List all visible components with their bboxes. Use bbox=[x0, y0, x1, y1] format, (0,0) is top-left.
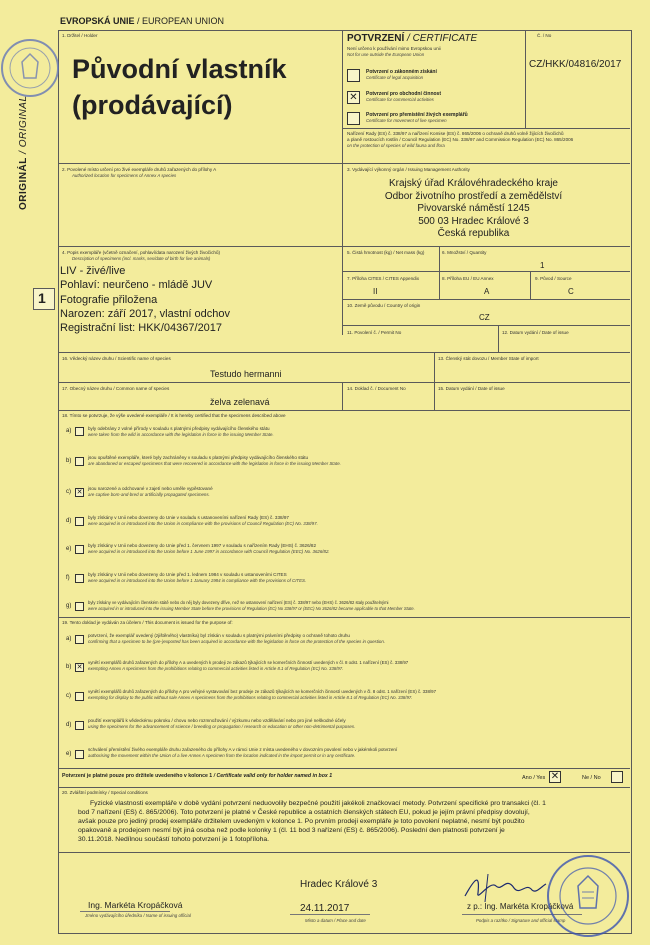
box18-f-en: were acquired in or introduced into the Union before 1 January 1984 in compliance with the provisions of CITES. bbox=[88, 578, 307, 583]
box19-c-checkbox[interactable] bbox=[75, 692, 84, 701]
box18-f-letter: f) bbox=[66, 575, 70, 581]
box7-label: 7. Příloha CITES / CITES Appendix bbox=[347, 276, 420, 281]
check-live-movement-en: Certificate for movement of live specimen bbox=[366, 118, 447, 123]
box18-d-checkbox[interactable] bbox=[75, 517, 84, 526]
official-stamp-bottom bbox=[540, 850, 636, 942]
certificate-no-label: Č. / No bbox=[537, 33, 552, 38]
box18-d-cz: byly získány v Unii nebo dovezeny do Unie v souladu s ustanoveními nařízení Rady (ES) č. 338/97 bbox=[88, 515, 289, 520]
box18-c-en: are captive born-and-bred or artificially propagated specimens. bbox=[88, 492, 210, 497]
specimen-line-5: Registrační list: HKK/04367/2017 bbox=[60, 322, 223, 335]
certificate-note-en: Not for use outside the European Union bbox=[347, 52, 425, 57]
box18-e-en: were acquired in or introduced into the Union before 1 June 1997 in accordance with Council Regulation (EEC) No. 3626/82. bbox=[88, 549, 330, 554]
appendix-value: II bbox=[373, 287, 378, 296]
box18-g-en: were acquired in or introduced into the issuing Member State before the provisions of Regulation (EC) No 338/97 or (EEC) No 3626/82 became applicable to that Member State. bbox=[88, 606, 415, 611]
box19-e-en: authorising the movement within the Union of a live Annex A specimen from the location indicated in the import permit or in any certificate. bbox=[88, 753, 356, 758]
authority-line-1: Krajský úřad Královéhradeckého kraje bbox=[389, 178, 558, 189]
box19-a-en: confirming that a specimen to be (pre-)exported has been acquired in accordance with the legislation in force on the protection of the species in question. bbox=[88, 639, 386, 644]
box14-label: 14. Doklad č. / Document No bbox=[347, 386, 406, 391]
box4-label-en: Description of specimens (incl. marks, sex/date of birth for live animals) bbox=[72, 256, 211, 261]
box18-f-cz: byly získány v Unii nebo dovezeny do Unie před 1. lednem 1984 v souladu s ustanoveními CITES bbox=[88, 572, 287, 577]
box19-e-checkbox[interactable] bbox=[75, 750, 84, 759]
box18-b-checkbox[interactable] bbox=[75, 457, 84, 466]
vline-7-8 bbox=[439, 271, 440, 299]
signature-place: Hradec Králové 3 bbox=[300, 879, 378, 890]
hline-325 bbox=[342, 325, 630, 326]
vline-5-6 bbox=[439, 246, 440, 271]
regulation-note-2: a planě rostoucích rostlin / Council Regulation (EC) No. 338/97 and Commission Regulation (EC) No. 865/2006 bbox=[347, 137, 574, 142]
vline-13 bbox=[434, 352, 435, 382]
yes-checkbox[interactable]: ✕ bbox=[550, 771, 560, 782]
box11-label: 11. Povolení č. / Permit No bbox=[347, 330, 402, 335]
check-legal-acquisition-cz: Potvrzení o zákonném získání bbox=[366, 69, 437, 75]
conditions-line-3: avšak pouze pro jediný prodej exempláře držitelem uvedeným v kolonce 1. Po prvním prodeji exempláře je toto povolení neplatné, nesmí být použito bbox=[78, 818, 525, 825]
issuing-authority bbox=[366, 178, 581, 241]
conditions-line-4: opakovaně a prodejcem nesmí být jiná osoba než podle kolonky 1 (čl. 11 bod 3 nařízení (ES) č. 865/2006). Poslední den platnosti potvrzení je bbox=[78, 827, 505, 834]
box19-b-cz: vynětí exemplářů druhů zařazených do přílohy A a uvedených k prodeji ze zákazů týkajících se komerčních činností uvedených v čl. 8 odst. 1 nařízení (ES) č. 338/97 bbox=[88, 660, 409, 665]
official-stamp-top bbox=[0, 32, 62, 104]
checkbox-commercial[interactable]: ✕ bbox=[347, 91, 360, 104]
place-date-label: Místo a datum / Place and date bbox=[305, 918, 366, 923]
box18-d-letter: d) bbox=[66, 518, 72, 524]
box18-b-en: are abandoned or escaped specimens that were recovered in accordance with the legislation in force in the issuing Member State. bbox=[88, 461, 341, 466]
box4-label-cz: 4. Popis exempláře (včetně označení, pohlaví/data narození živých živočichů) bbox=[62, 250, 221, 255]
eu-header-cz: EVROPSKÁ UNIE bbox=[60, 16, 135, 26]
original-vertical-label: ORIGINÁL / ORIGINAL bbox=[18, 95, 29, 210]
box17-label: 17. Obecný název druhu / Common name of species bbox=[62, 386, 170, 391]
check-commercial-en: Certificate for commercial activities bbox=[366, 97, 434, 102]
signature-label: Podpis a razítko / Signature and official stamp bbox=[476, 918, 566, 923]
check-live-movement-cz: Potvrzení pro přemístění živých exemplářů bbox=[366, 112, 468, 118]
box10-label: 10. Země původu / Country of origin bbox=[347, 303, 421, 308]
source-value: C bbox=[568, 287, 574, 296]
box18-a-cz: byly odebrány z volné přírody v souladu s platnými předpisy vydávajícího členského státu bbox=[88, 426, 270, 431]
box19-label: 19. Tento doklad je vydáván za účelem / This document is issued for the purpose of: bbox=[62, 620, 233, 625]
box2-label-cz: 2. Povolené místo určení pro živé exempláře druhů zařazených do přílohy A bbox=[62, 167, 217, 172]
place-date-line bbox=[290, 914, 370, 915]
vline-11-12 bbox=[498, 325, 499, 352]
box19-d-letter: d) bbox=[66, 722, 72, 728]
eu-header bbox=[60, 16, 224, 26]
box18-c-letter: c) bbox=[66, 489, 71, 495]
specimen-line-3: Fotografie přiložena bbox=[60, 293, 158, 306]
box19-c-cz: vynětí exemplářů druhů zařazených do přílohy A pro veřejné vystavování bez prodeje ze zákazů týkajících se komerčních činností uvedených v čl. 8 odst. 1 nařízení (ES) č. 338/97 bbox=[88, 689, 437, 694]
authority-line-3: Pivovarské náměstí 1245 bbox=[417, 203, 530, 214]
eu-header-en: / EUROPEAN UNION bbox=[134, 16, 225, 26]
box19-b-en: exempting Annex A specimens from the prohibitions relating to commercial activities listed in Article 8.1 of Regulation (EC) No. 338/97. bbox=[88, 666, 344, 671]
copy-number: 1 bbox=[38, 290, 46, 306]
box18-b-letter: b) bbox=[66, 458, 72, 464]
box15-label: 15. Datum vydání / Date of issue bbox=[438, 386, 505, 391]
handwritten-signature bbox=[460, 868, 550, 908]
box18-g-cz: byly získány ve vydávajícím členském státě nebo do něj byly dovezeny dříve, než se ustanovení nařízení (ES) č. 338/97 nebo (EHS) č. 3626/82 staly použitelnými bbox=[88, 600, 389, 605]
box12-label: 12. Datum vydání / Date of issue bbox=[502, 330, 569, 335]
official-name: Ing. Markéta Kropáčková bbox=[88, 900, 183, 910]
box18-c-checkbox[interactable]: ✕ bbox=[76, 489, 83, 496]
box18-a-letter: a) bbox=[66, 428, 72, 434]
no-label: Ne / No bbox=[582, 775, 601, 781]
hline-410 bbox=[58, 410, 630, 411]
box3-label: 3. Vydávající výkonný orgán / Issuing Management Authority bbox=[347, 167, 470, 172]
box9-label: 9. Původ / Source bbox=[535, 276, 572, 281]
box5-label: 5. Čistá hmotnost (kg) / Net mass (kg) bbox=[347, 250, 425, 255]
box16-label: 16. Vědecký název druhu / Scientific name of species bbox=[62, 356, 171, 361]
vline-15 bbox=[434, 382, 435, 410]
col-divider bbox=[342, 30, 343, 335]
hline-246 bbox=[58, 246, 630, 247]
box19-d-en: using the specimens for the advancement of science / breeding or propagation / research or education or other non-detrimental purposes. bbox=[88, 724, 356, 729]
special-conditions bbox=[78, 799, 546, 844]
box2-label-en: Authorized location for specimens of Annex A species bbox=[72, 173, 177, 178]
box19-c-letter: c) bbox=[66, 693, 71, 699]
box19-d-checkbox[interactable] bbox=[75, 721, 84, 730]
hline-352 bbox=[58, 352, 630, 353]
box18-f-checkbox[interactable] bbox=[75, 574, 84, 583]
check-legal-acquisition-en: Certificate of legal acquisition bbox=[366, 75, 424, 80]
box8-label: 8. Příloha EU / EU Annex bbox=[442, 276, 494, 281]
box6-label: 6. Množství / Quantity bbox=[442, 250, 487, 255]
box1-label: 1. Držitel / Holder bbox=[62, 33, 98, 38]
certificate-note-cz: Není určeno k používání mimo Evropskou unii bbox=[347, 46, 441, 51]
certificate-number: CZ/HKK/04816/2017 bbox=[529, 59, 622, 70]
yes-label: Ano / Yes bbox=[522, 775, 546, 781]
box19-d-cz: použití exemplářů k vědeckému pokroku / chovu nebo rozmnožování / výzkumu nebo vzdělávání nebo pro jiné neškodné účely bbox=[88, 718, 346, 723]
box19-e-letter: e) bbox=[66, 751, 72, 757]
no-checkbox[interactable] bbox=[611, 771, 623, 783]
hline-768 bbox=[58, 768, 630, 769]
origin-country-value: CZ bbox=[479, 313, 490, 322]
box18-b-cz: jsou opuštěné exempláře, které byly zachráněny v souladu s platnými předpisy vydávajícího členského státu bbox=[88, 455, 309, 460]
box18-label: 18. Tímto se potvrzuje, že výše uvedené exempláře / It is hereby certified that the specimens described above bbox=[62, 413, 286, 418]
specimen-description bbox=[60, 264, 230, 335]
box18-e-checkbox[interactable] bbox=[75, 545, 84, 554]
certificate-title: POTVRZENÍ / CERTIFICATE bbox=[347, 33, 478, 44]
regulation-note-3: on the protection of species of wild fauna and flora bbox=[347, 143, 445, 148]
box19-b-letter: b) bbox=[66, 664, 72, 670]
box19-c-en: exempting for display to the public without sale Annex A specimens from the prohibitions relating to commercial activities listed in Article 8.1 of Regulation (EC) No. 338/97. bbox=[88, 695, 413, 700]
hline-271 bbox=[342, 271, 630, 272]
checkbox-live-movement[interactable] bbox=[347, 112, 360, 125]
vline-14 bbox=[342, 382, 343, 410]
conditions-line-2: bod 7 nařízení (ES) č. 865/2006). Toto potvrzení je platné v České republice a ostatních členských státech EU, pokud je jejím právní předpisy dovolují, bbox=[78, 809, 530, 816]
signed-for: z p.: Ing. Markéta Kropáčková bbox=[467, 902, 574, 911]
hline-617 bbox=[58, 617, 630, 618]
specimen-line-1: LIV - živé/live bbox=[60, 265, 126, 277]
official-label: Jméno vydávajícího úředníka / Name of issuing official bbox=[85, 913, 191, 918]
box19-a-letter: a) bbox=[66, 636, 72, 642]
box18-c-cz: jsou narozené a odchované v zajetí nebo uměle vypěstované bbox=[88, 486, 213, 491]
signature-date: 24.11.2017 bbox=[300, 903, 350, 914]
box13-label: 13. Členský stát dovozu / Member State of import bbox=[438, 356, 539, 361]
authority-line-5: Česká republika bbox=[437, 228, 510, 239]
box18-a-en: were taken from the wild in accordance with the legislation in force in the issuing Member State. bbox=[88, 432, 274, 437]
specimen-line-4: Narozen: září 2017, vlastní odchov bbox=[60, 307, 230, 320]
owner-title-1: Původní vlastník bbox=[72, 54, 287, 84]
owner-title-2: (prodávající) bbox=[72, 90, 233, 120]
cert-no-divider bbox=[525, 30, 526, 128]
box18-a-checkbox[interactable] bbox=[75, 427, 84, 436]
hline-787 bbox=[58, 787, 630, 788]
hline-128 bbox=[342, 128, 630, 129]
annex-value: A bbox=[484, 287, 490, 296]
scientific-name-value: Testudo hermanni bbox=[210, 369, 282, 379]
official-name-line bbox=[80, 911, 170, 912]
box18-g-letter: g) bbox=[66, 603, 72, 609]
specimen-line-2: Pohlaví: neurčeno - mládě JUV bbox=[60, 279, 213, 292]
hline-299 bbox=[342, 299, 630, 300]
regulation-note-1: Nařízení Rady (ES) č. 338/97 a nařízení Komise (ES) č. 865/2006 o ochraně druhů volně žijících živočichů bbox=[347, 131, 564, 136]
box19-a-checkbox[interactable] bbox=[75, 635, 84, 644]
vline-8-9 bbox=[530, 271, 531, 299]
box18-e-cz: byly získány v Unii nebo dovezeny do Unie před 1. červnem 1997 v souladu s nařízením Rady (EHS) č. 3626/82 bbox=[88, 543, 317, 548]
box20-label: 20. Zvláštní podmínky / Special conditions bbox=[62, 790, 148, 795]
conditions-line-1: Fyzické vlastnosti exempláře v době vydání potvrzení neduovolily bezpečné použití jakékoli značkovací metody. Potvrzení specifické pro transakci (čl. 1 bbox=[90, 800, 546, 807]
conditions-line-5: 30.11.2018. Nedílnou součástí tohoto potvrzení je 1 fotopříloha. bbox=[78, 836, 270, 843]
authority-line-4: 500 03 Hradec Králové 3 bbox=[418, 215, 529, 227]
box18-e-letter: e) bbox=[66, 546, 72, 552]
hline-382 bbox=[58, 382, 630, 383]
quantity-value: 1 bbox=[540, 261, 545, 270]
box18-d-en: were acquired in or introduced into the Union in compliance with the provisions of Council Regulation (EC) No. 338/97. bbox=[88, 521, 318, 526]
box19-b-checkbox[interactable]: ✕ bbox=[76, 664, 83, 671]
authority-line-2: Odbor životního prostředí a zemědělství bbox=[384, 190, 563, 202]
box19-e-cz: schválení přemístění živého exempláře druhu zařazeného do přílohy A v rámci Unie z místa uvedeného v dovozním povolení nebo v jakémkoli potvrzení bbox=[88, 747, 398, 752]
common-name-value: želva zelenavá bbox=[210, 397, 270, 407]
box19-a-cz: potvrzení, že exemplář uvedený (zjištěného) vlastníka) byl získán v souladu s platnými právními předpisy o ochraně tohoto druhu bbox=[88, 633, 350, 638]
box18-g-checkbox[interactable] bbox=[75, 602, 84, 611]
hline-163 bbox=[58, 163, 630, 164]
check-commercial-cz: Potvrzení pro obchodní činnost bbox=[366, 91, 441, 97]
checkbox-legal-acquisition[interactable] bbox=[347, 69, 360, 82]
valid-holder-note: Potvrzení je platné pouze pro držitele uvedeného v kolonce 1 / Certificate valid only for holder named in box 1 bbox=[62, 773, 333, 779]
